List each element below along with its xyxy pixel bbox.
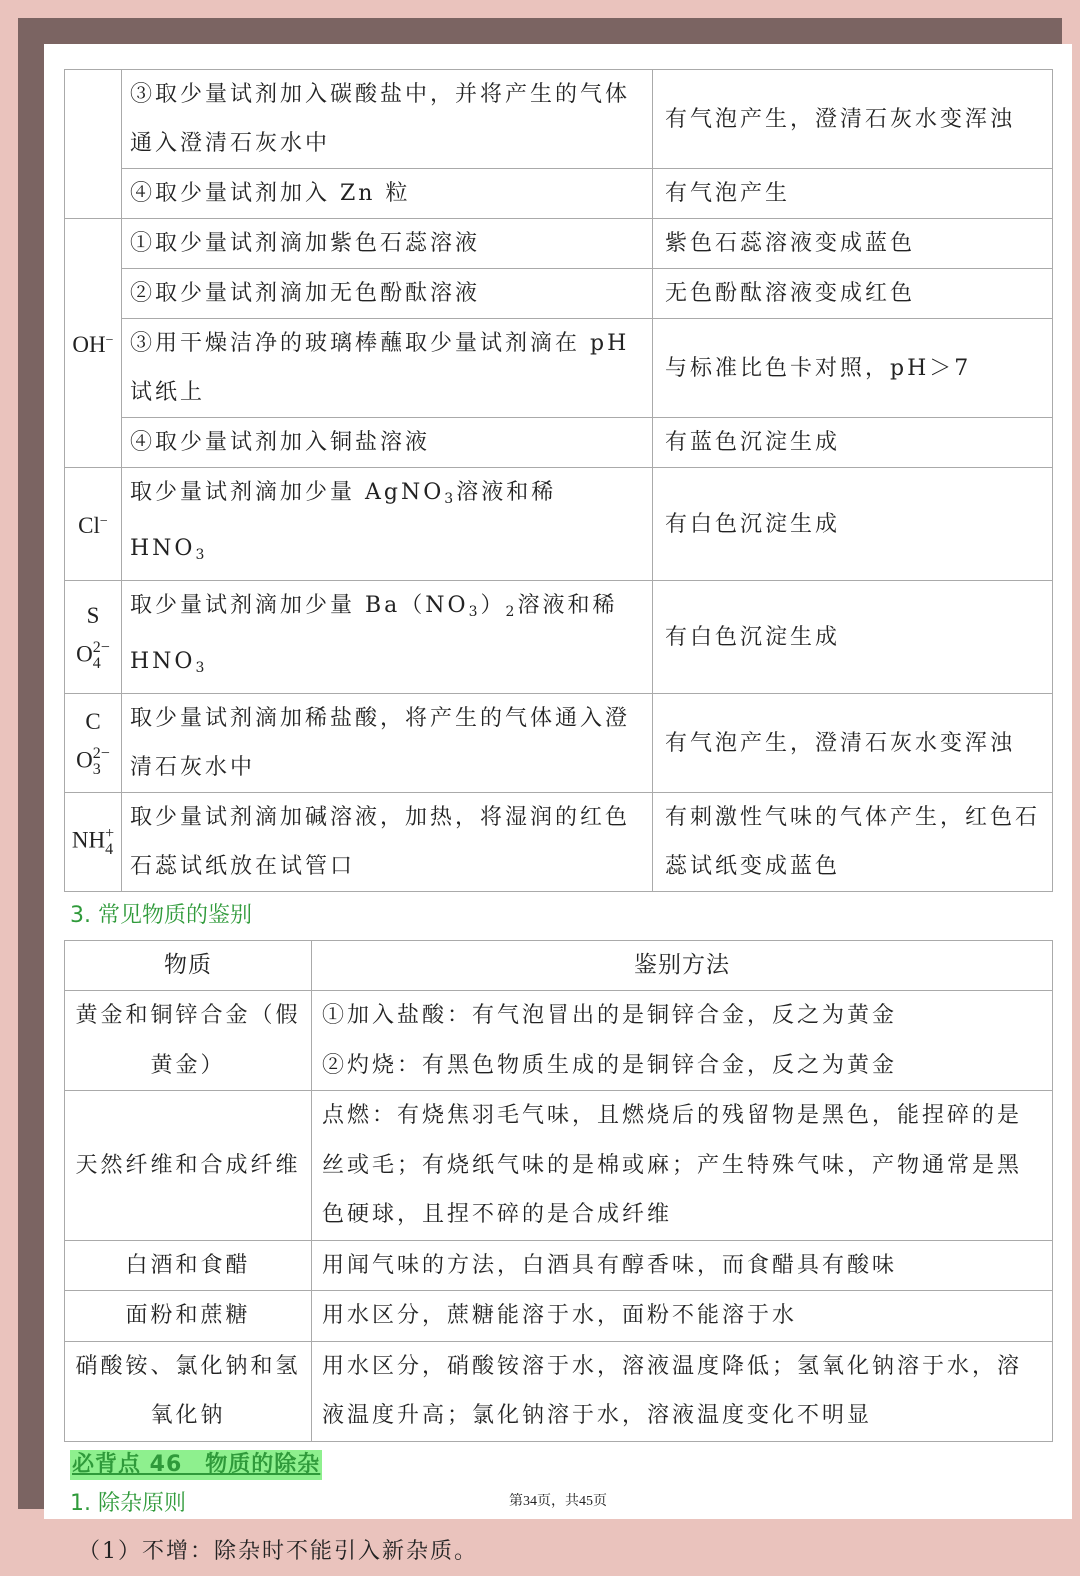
document-page xyxy=(44,44,1072,1564)
ion-cell-so4 xyxy=(65,581,122,694)
table-row xyxy=(65,694,1053,793)
result-cell: 无色酚酞溶液变成红色 xyxy=(653,269,1053,319)
result-cell: 有刺激性气味的气体产生，红色石蕊试纸变成蓝色 xyxy=(653,793,1053,892)
ion-cell-nh4 xyxy=(65,793,122,892)
method-cell: ③取少量试剂加入碳酸盐中，并将产生的气体通入澄清石灰水中 xyxy=(122,70,653,169)
method-text: ） xyxy=(480,593,506,618)
content xyxy=(64,69,1052,1576)
table-row xyxy=(65,1091,1053,1241)
method-cell: 取少量试剂滴加碱溶液，加热，将湿润的红色石蕊试纸放在试管口 xyxy=(122,793,653,892)
subscript: 3 xyxy=(468,604,481,620)
method-text: 取少量试剂滴加少量 AgNO xyxy=(130,480,445,505)
ion-cell-h xyxy=(65,70,122,219)
substance-cell: 面粉和蔗糖 xyxy=(65,1291,312,1342)
ion-base: Cl xyxy=(78,513,100,538)
subscript: 3 xyxy=(444,491,457,507)
ion-charge: 2− xyxy=(92,745,110,762)
section-heading: 3. 常见物质的鉴别 xyxy=(70,903,252,928)
table-row xyxy=(65,1341,1053,1441)
table-row xyxy=(65,169,1053,219)
column-header-substance: 物质 xyxy=(65,941,312,991)
ion-cell-co3 xyxy=(65,694,122,793)
table-row xyxy=(65,418,1053,468)
method-cell xyxy=(312,991,1053,1091)
identification-table xyxy=(64,940,1053,1442)
page-footer: 第34页，共45页 xyxy=(509,1494,607,1509)
method-cell: 点燃：有烧焦羽毛气味，且燃烧后的残留物是黑色，能捏碎的是丝或毛；有烧纸气味的是棉或麻；产生特殊气味，产物通常是黑色硬球，且捏不碎的是合成纤维 xyxy=(312,1091,1053,1241)
method-cell xyxy=(122,468,653,581)
method-cell: ③用干燥洁净的玻璃棒蘸取少量试剂滴在 pH 试纸上 xyxy=(122,319,653,418)
method-line: ②灼烧：有黑色物质生成的是铜锌合金，反之为黄金 xyxy=(322,1052,898,1078)
result-cell: 有白色沉淀生成 xyxy=(653,581,1053,694)
substance-cell: 硝酸铵、氯化钠和氢氧化钠 xyxy=(65,1341,312,1441)
ion-charge: − xyxy=(99,514,108,529)
ion-top: S xyxy=(86,603,100,628)
ion-charge: − xyxy=(105,333,114,348)
ion-subscript: 4 xyxy=(92,655,101,672)
table-row xyxy=(65,1291,1053,1342)
ion-subscript: 4 xyxy=(105,841,114,858)
table-row xyxy=(65,319,1053,418)
table-row xyxy=(65,1240,1053,1291)
ion-test-table xyxy=(64,69,1053,892)
method-text: 溶液和稀 HNO xyxy=(130,480,557,561)
ion-top: C xyxy=(85,709,101,734)
method-cell: ④取少量试剂加入铜盐溶液 xyxy=(122,418,653,468)
method-cell: 取少量试剂滴加稀盐酸，将产生的气体通入澄清石灰水中 xyxy=(122,694,653,793)
subscript: 3 xyxy=(195,547,208,563)
ion-cell-oh xyxy=(65,219,122,468)
table-row xyxy=(65,991,1053,1091)
result-cell: 与标准比色卡对照，pH＞7 xyxy=(653,319,1053,418)
column-header-method: 鉴别方法 xyxy=(312,941,1053,991)
table-row xyxy=(65,219,1053,269)
must-point-heading: 必背点 46 物质的除杂 xyxy=(70,1450,322,1480)
ion-base: O xyxy=(76,641,93,667)
result-cell: 有白色沉淀生成 xyxy=(653,468,1053,581)
method-cell: ④取少量试剂加入 Zn 粒 xyxy=(122,169,653,219)
table-row xyxy=(65,269,1053,319)
page-frame xyxy=(18,18,1062,1564)
subscript: 3 xyxy=(195,660,208,676)
table-row xyxy=(65,793,1053,892)
subsection-heading: 1. 除杂原则 xyxy=(70,1490,186,1516)
table-row xyxy=(65,581,1053,694)
substance-cell: 白酒和食醋 xyxy=(65,1240,312,1291)
ion-subscript: 3 xyxy=(92,761,101,778)
result-cell: 紫色石蕊溶液变成蓝色 xyxy=(653,219,1053,269)
table-row xyxy=(65,70,1053,169)
result-cell: 有气泡产生，澄清石灰水变浑浊 xyxy=(653,70,1053,169)
method-text: 溶液和稀 xyxy=(517,593,618,618)
method-cell: 用水区分，硝酸铵溶于水，溶液温度降低；氢氧化钠溶于水，溶液温度升高；氯化钠溶于水，溶液温度变化不明显 xyxy=(312,1341,1053,1441)
method-cell: ②取少量试剂滴加无色酚酞溶液 xyxy=(122,269,653,319)
result-cell: 有蓝色沉淀生成 xyxy=(653,418,1053,468)
method-text: HNO xyxy=(130,649,196,674)
table-header-row xyxy=(65,941,1053,991)
result-cell: 有气泡产生 xyxy=(653,169,1053,219)
must-point-row xyxy=(64,1442,1052,1480)
table-row xyxy=(65,468,1053,581)
method-cell: 用水区分，蔗糖能溶于水，面粉不能溶于水 xyxy=(312,1291,1053,1342)
method-line: ①加入盐酸：有气泡冒出的是铜锌合金，反之为黄金 xyxy=(322,1003,898,1028)
ion-base: NH xyxy=(71,827,106,853)
method-cell xyxy=(122,581,653,694)
ion-charge: + xyxy=(105,825,115,842)
subscript: 2 xyxy=(505,604,518,620)
result-cell: 有气泡产生，澄清石灰水变浑浊 xyxy=(653,694,1053,793)
principle-text: （1）不增：除杂时不能引入新杂质。 xyxy=(78,1538,478,1564)
substance-cell: 天然纤维和合成纤维 xyxy=(65,1091,312,1241)
substance-cell: 黄金和铜锌合金（假黄金） xyxy=(65,991,312,1091)
ion-base: OH xyxy=(72,332,106,357)
method-cell: ①取少量试剂滴加紫色石蕊溶液 xyxy=(122,219,653,269)
ion-base: O xyxy=(76,747,93,773)
ion-charge: 2− xyxy=(92,639,110,656)
method-text: 取少量试剂滴加少量 Ba（NO xyxy=(130,593,469,618)
method-cell: 用闻气味的方法，白酒具有醇香味，而食醋具有酸味 xyxy=(312,1240,1053,1291)
ion-cell-cl xyxy=(65,468,122,581)
